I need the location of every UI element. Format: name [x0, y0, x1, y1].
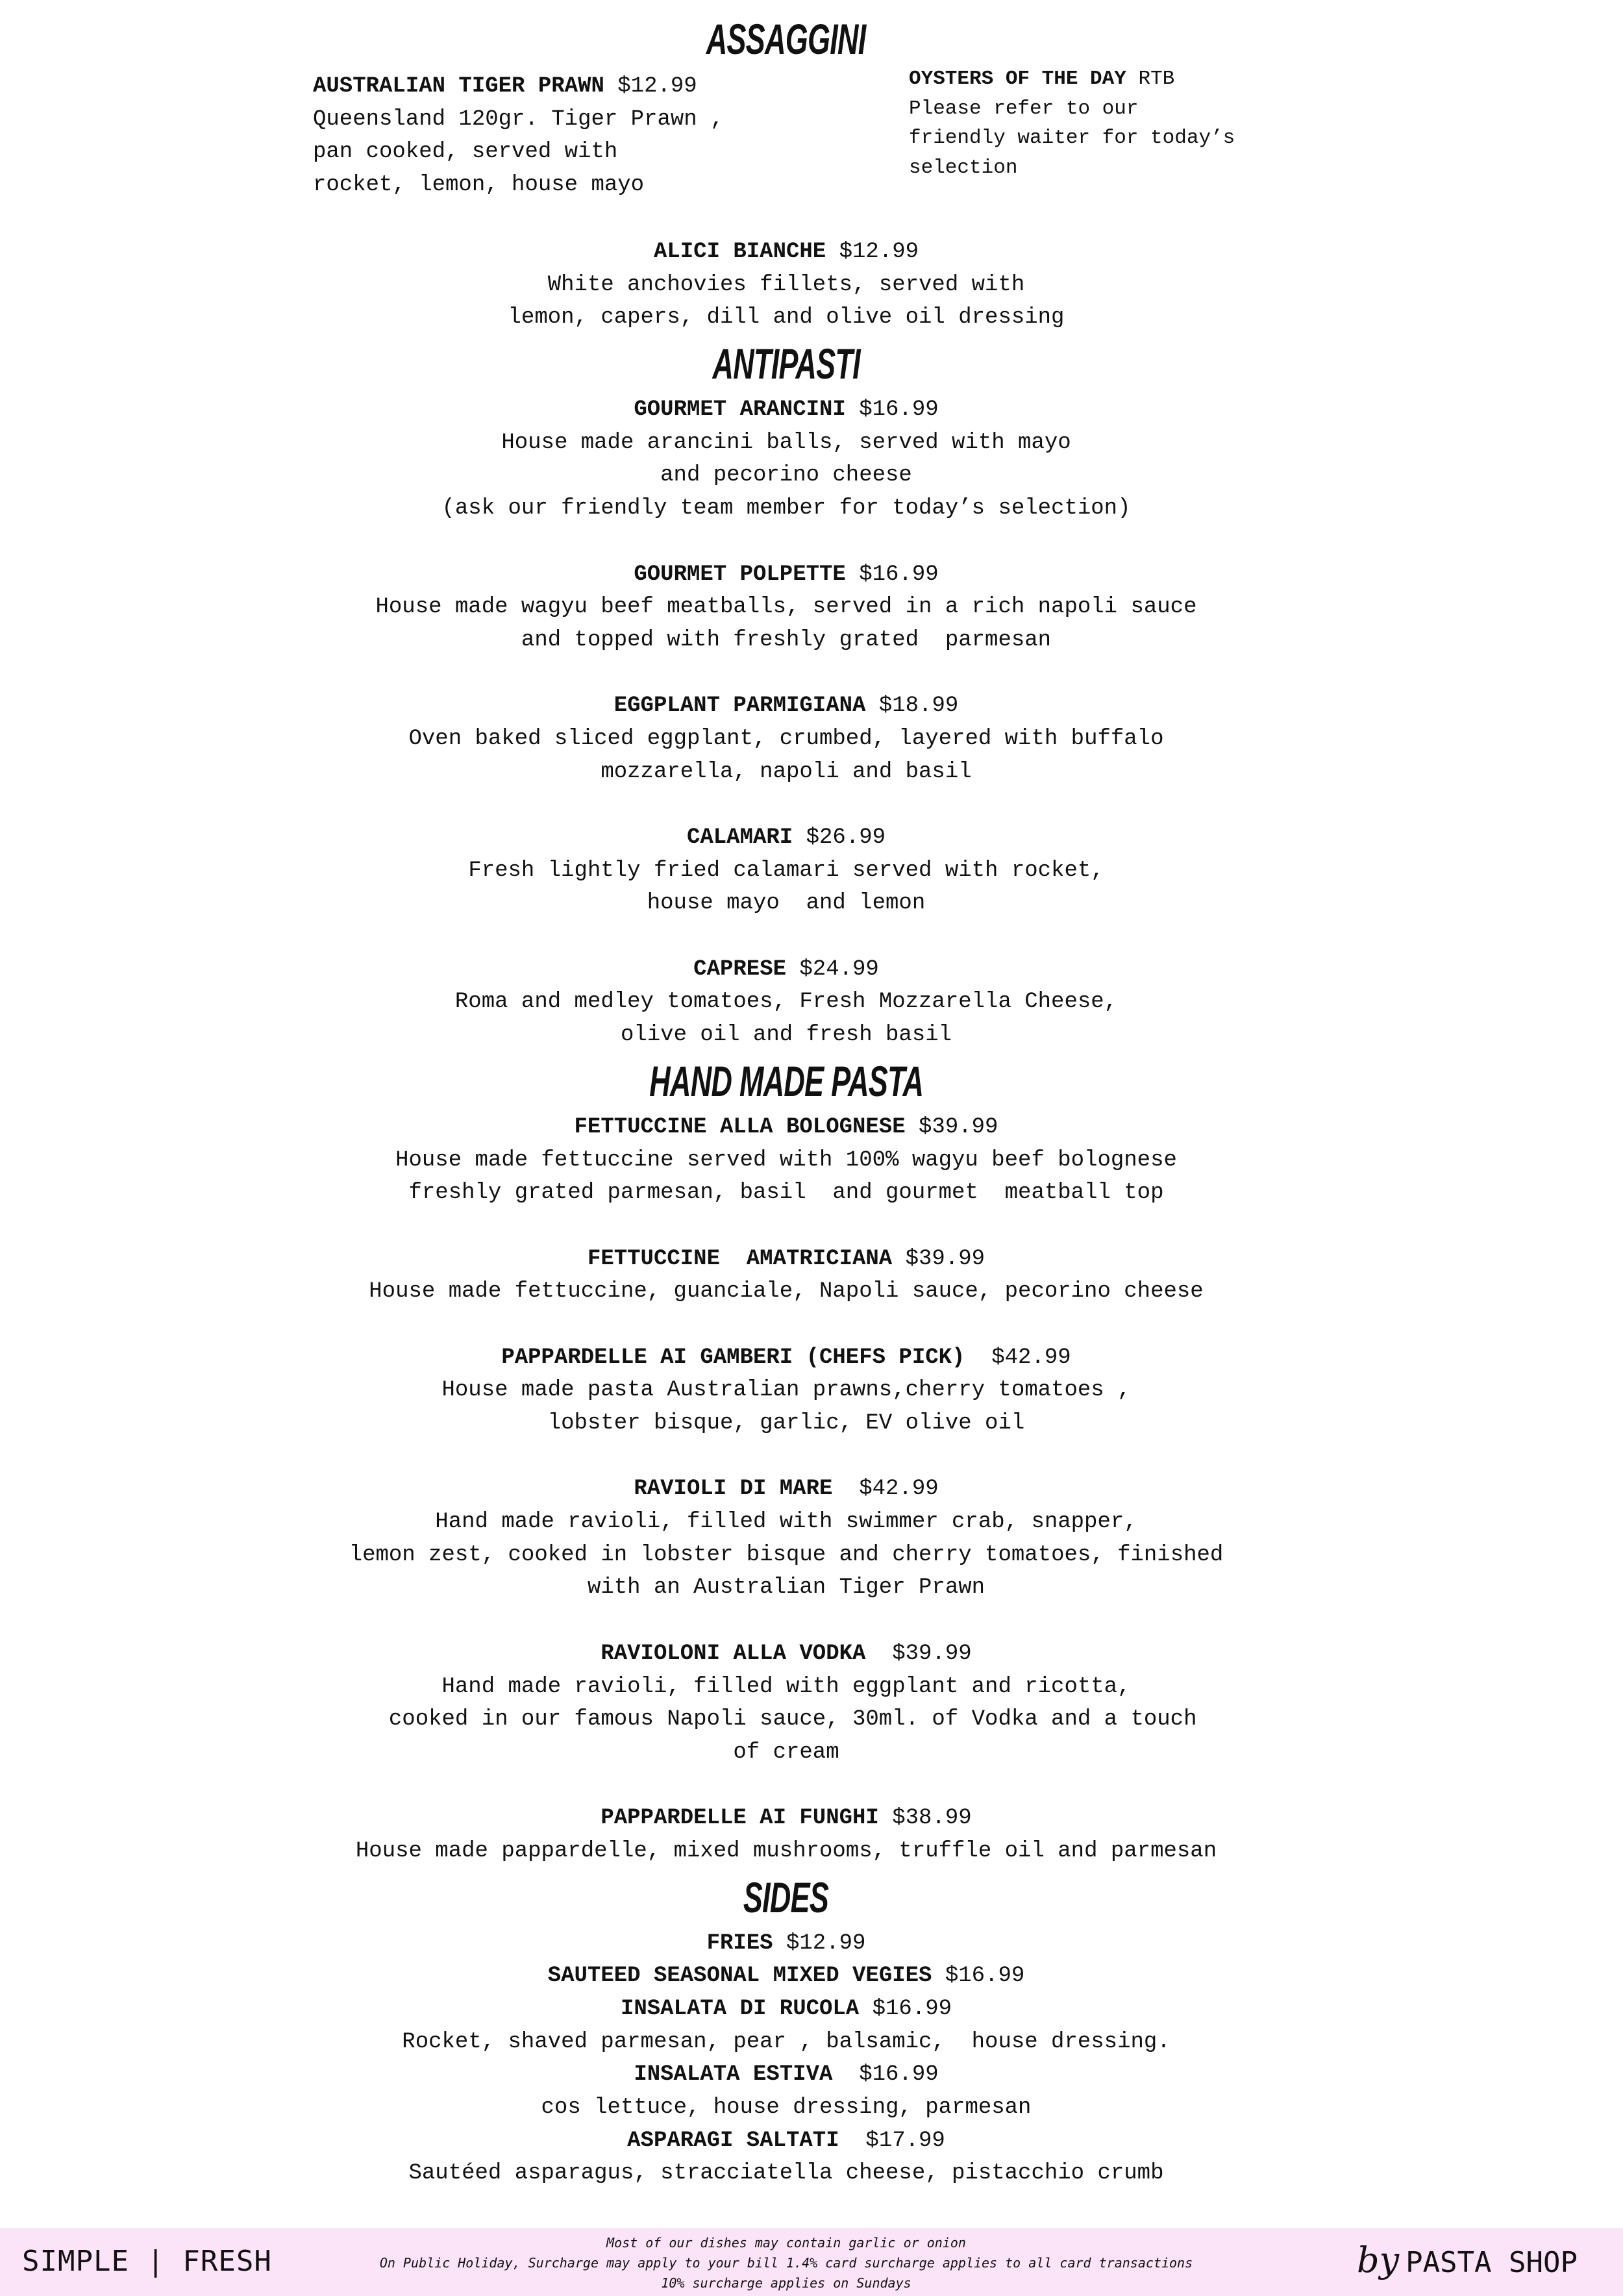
menu-item — [137, 953, 1435, 1052]
section-title — [137, 334, 1435, 393]
menu-item — [137, 1243, 1435, 1308]
brand-logo — [1357, 2240, 1578, 2284]
section-title-assaggini: ASSAGGINI — [706, 15, 866, 63]
spacer — [137, 1210, 1435, 1243]
menu-item — [137, 1341, 1435, 1440]
item-heading — [137, 821, 1435, 855]
menu-item-oysters — [909, 64, 1235, 182]
item-description: Hand made ravioli, filled with eggplant and ricotta, — [441, 1674, 1131, 1699]
item-price: $42.99 — [978, 1345, 1071, 1370]
item-name: FETTUCCINE ALLA BOLOGNESE — [574, 1114, 906, 1140]
spacer — [137, 920, 1435, 953]
note-line: 10% surcharge applies on Sundays — [661, 2275, 911, 2291]
item-heading — [137, 393, 1435, 427]
item-price: RTB — [1138, 68, 1175, 90]
item-description: lemon zest, cooked in lobster bisque and cherry tomatoes, finished — [349, 1542, 1224, 1567]
item-description: lobster bisque, garlic, EV olive oil — [547, 1411, 1025, 1436]
item-price: $39.99 — [905, 1246, 985, 1271]
item-description: House made fettuccine served with 100% wagyu beef bolognese — [395, 1147, 1177, 1173]
item-price: $16.99 — [872, 1997, 952, 2021]
menu-item-australian-tiger-prawn — [313, 70, 724, 202]
item-heading — [137, 1243, 1435, 1276]
item-price: $17.99 — [852, 2128, 945, 2153]
item-price: $12.99 — [839, 240, 919, 264]
item-description: mozzarella, napoli and basil — [601, 759, 972, 784]
item-name: CALAMARI — [686, 825, 793, 850]
item-price: $18.99 — [878, 693, 959, 719]
item-description: House made arancini balls, served with mayo — [501, 430, 1071, 455]
spacer — [137, 788, 1435, 821]
by-label: by — [1357, 2240, 1400, 2280]
section-title — [137, 1052, 1435, 1111]
item-price: $39.99 — [878, 1641, 972, 1666]
menu-item — [137, 1111, 1435, 1210]
item-description: of cream — [733, 1740, 839, 1765]
item-description: House made wagyu beef meatballs, served in a rich napoli sauce — [375, 595, 1197, 620]
footer-notes — [312, 2233, 1261, 2293]
item-heading — [137, 1473, 1435, 1506]
section-title-text: SIDES — [743, 1873, 829, 1921]
brand-name: PASTA SHOP — [1406, 2246, 1578, 2279]
item-name: GOURMET ARANCINI — [634, 397, 846, 423]
item-heading — [137, 2058, 1435, 2091]
item-price: $38.99 — [892, 1806, 972, 1831]
item-price: $26.99 — [806, 825, 886, 850]
item-heading — [137, 1802, 1435, 1835]
item-heading — [137, 1927, 1435, 1960]
item-name: PAPPARDELLE AI GAMBERI (CHEFS PICK) — [501, 1345, 965, 1370]
section-title-text: HAND MADE PASTA — [649, 1056, 923, 1105]
menu-item — [137, 1473, 1435, 1604]
item-name: ALICI BIANCHE — [653, 240, 826, 264]
item-heading — [137, 1993, 1435, 2026]
item-price: $16.99 — [845, 2062, 939, 2088]
item-description: Queensland 120gr. Tiger Prawn , — [313, 106, 724, 132]
spacer — [137, 1604, 1435, 1638]
item-description: house mayo and lemon — [647, 891, 926, 916]
menu-item — [137, 1960, 1435, 1993]
item-heading — [137, 236, 1435, 269]
item-description: rocket, lemon, house mayo — [313, 173, 645, 198]
item-price: $39.99 — [919, 1114, 998, 1140]
item-description: with an Australian Tiger Prawn — [587, 1575, 985, 1601]
menu-item — [137, 1927, 1435, 1960]
item-name: EGGPLANT PARMIGIANA — [613, 693, 866, 719]
item-description: cooked in our famous Napoli sauce, 30ml. of Vodka and a touch — [375, 1707, 1197, 1732]
item-name: GOURMET POLPETTE — [634, 562, 846, 587]
item-name: SAUTEED SEASONAL MIXED VEGIES — [547, 1964, 932, 1989]
item-price: $12.99 — [786, 1930, 866, 1956]
item-description: lemon, capers, dill and olive oil dressing — [508, 305, 1065, 331]
item-description: and pecorino cheese — [660, 463, 912, 488]
item-name: FETTUCCINE AMATRICIANA — [587, 1246, 893, 1271]
item-name: INSALATA ESTIVA — [634, 2062, 833, 2088]
item-description: pan cooked, served with — [313, 140, 618, 165]
item-description: friendly waiter for today’s — [909, 127, 1235, 149]
item-description: Sautéed asparagus, stracciatella cheese, pistacchio crumb — [408, 2161, 1164, 2186]
item-price: $16.99 — [859, 562, 939, 587]
note-line: Most of our dishes may contain garlic or onion — [606, 2235, 966, 2251]
item-name: ASPARAGI SALTATI — [627, 2128, 839, 2153]
item-heading — [137, 558, 1435, 592]
menu-body — [137, 236, 1435, 2190]
item-description: House made fettuccine, guanciale, Napoli sauce, pecorino cheese — [369, 1279, 1204, 1304]
menu-item — [137, 821, 1435, 920]
item-description: olive oil and fresh basil — [620, 1023, 952, 1048]
item-description: Rocket, shaved parmesan, pear , balsamic, house dressing. — [402, 2029, 1171, 2054]
item-name: OYSTERS OF THE DAY — [909, 68, 1126, 90]
menu-item — [137, 558, 1435, 657]
item-description: Please refer to our — [909, 97, 1139, 120]
menu-item — [137, 1638, 1435, 1769]
item-description: (ask our friendly team member for today’s selection) — [441, 496, 1131, 521]
item-description: cos lettuce, house dressing, parmesan — [541, 2095, 1032, 2121]
item-heading — [137, 953, 1435, 986]
item-description: and topped with freshly grated parmesan — [521, 627, 1052, 653]
item-heading — [137, 2125, 1435, 2158]
item-price: $12.99 — [617, 74, 697, 99]
item-description: Hand made ravioli, filled with swimmer crab, snapper, — [435, 1510, 1137, 1535]
menu-item — [137, 2058, 1435, 2124]
item-name: FRIES — [706, 1930, 773, 1956]
menu-item — [137, 1993, 1435, 2058]
item-heading — [137, 1638, 1435, 1671]
item-heading — [137, 690, 1435, 723]
item-heading — [137, 1960, 1435, 1993]
item-description: White anchovies fillets, served with — [547, 272, 1025, 297]
item-name: CAPRESE — [693, 956, 786, 982]
item-description: Roma and medley tomatoes, Fresh Mozzarella Cheese, — [454, 990, 1118, 1015]
item-name: RAVIOLI DI MARE — [634, 1477, 833, 1502]
item-heading — [137, 1341, 1435, 1375]
item-description: House made pasta Australian prawns,cherry tomatoes , — [441, 1378, 1131, 1403]
item-price: $24.99 — [799, 956, 879, 982]
spacer — [137, 1308, 1435, 1341]
item-heading — [137, 1111, 1435, 1144]
spacer — [137, 1440, 1435, 1473]
item-price: $42.99 — [845, 1477, 939, 1502]
menu-item — [137, 690, 1435, 788]
item-description: House made pappardelle, mixed mushrooms, truffle oil and parmesan — [355, 1838, 1217, 1864]
item-description: Fresh lightly fried calamari served with rocket, — [468, 858, 1104, 883]
menu-item — [137, 2125, 1435, 2190]
menu-item — [137, 236, 1435, 334]
item-name: RAVIOLONI ALLA VODKA — [601, 1641, 866, 1666]
item-name: PAPPARDELLE AI FUNGHI — [601, 1806, 879, 1831]
section-title — [137, 1868, 1435, 1927]
item-name: AUSTRALIAN TIGER PRAWN — [313, 74, 604, 99]
item-description: freshly grated parmesan, basil and gourmet meatball top — [408, 1180, 1164, 1206]
item-description: selection — [909, 156, 1018, 179]
note-line: On Public Holiday, Surcharge may apply to your bill 1.4% card surcharge applies to all card transactions — [379, 2255, 1193, 2271]
item-price: $16.99 — [945, 1964, 1025, 1989]
menu-item — [137, 1802, 1435, 1867]
menu-item — [137, 393, 1435, 525]
tagline: SIMPLE | FRESH — [22, 2245, 272, 2278]
item-name: INSALATA DI RUCOLA — [620, 1997, 860, 2021]
item-price: $16.99 — [859, 397, 939, 423]
spacer — [137, 1769, 1435, 1803]
footer-bar — [0, 2228, 1623, 2296]
spacer — [137, 657, 1435, 690]
item-description: Oven baked sliced eggplant, crumbed, layered with buffalo — [408, 726, 1164, 751]
spacer — [137, 525, 1435, 558]
section-title-text: ANTIPASTI — [712, 340, 860, 388]
